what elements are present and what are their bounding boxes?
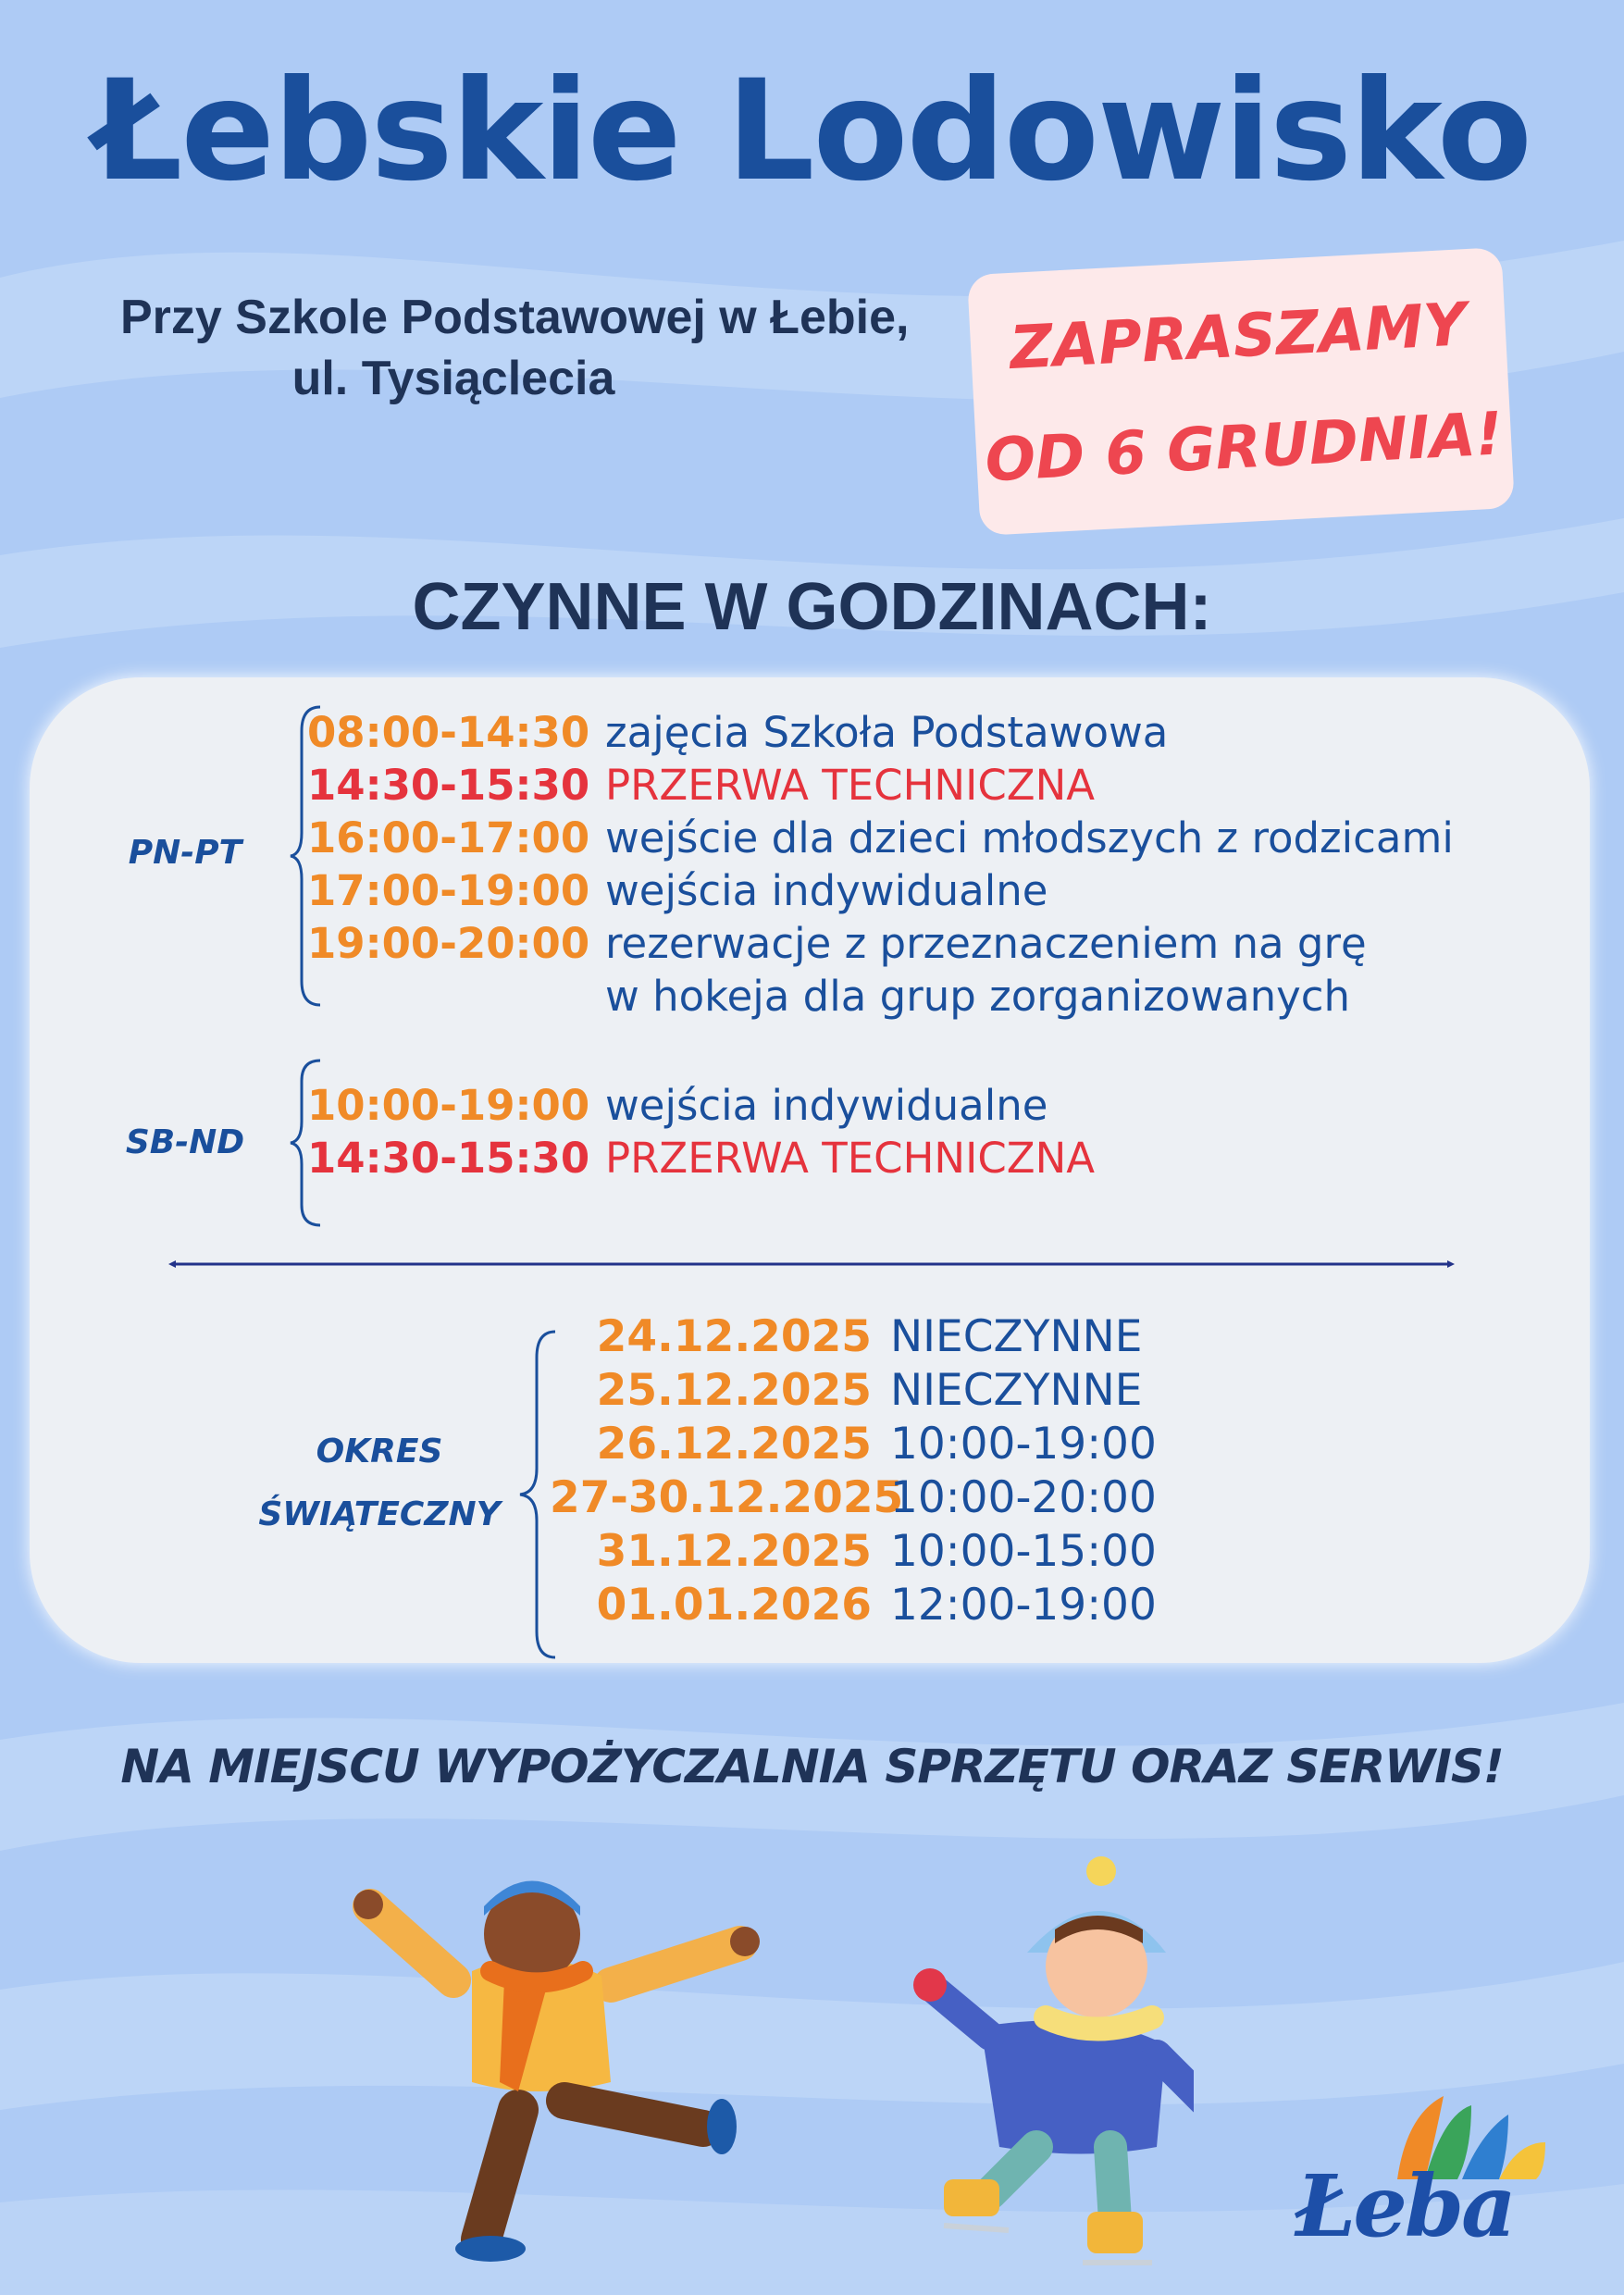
activity: zajęcia Szkoła Podstawowa	[605, 708, 1169, 757]
activity: rezerwacje z przeznaczeniem na grę	[605, 919, 1367, 968]
holiday-row	[550, 1525, 1157, 1579]
badge-line-2: OD 6 GRUDNIA!	[983, 400, 1505, 496]
schedule-row	[307, 812, 1454, 864]
activity-continued: w hokeja dla grup zorganizowanych	[605, 972, 1351, 1021]
holiday-row	[550, 1310, 1157, 1364]
leba-logo-text: Łeba	[1295, 2156, 1514, 2256]
weekend-label: SB-ND	[125, 1123, 245, 1161]
time-range: 14:30-15:30	[307, 761, 590, 810]
activity: PRZERWA TECHNICZNA	[605, 1134, 1096, 1183]
date: 24.12.2025	[596, 1311, 872, 1362]
schedule-row-continued	[307, 970, 1454, 1023]
rental-note: NA MIEJSCU WYPOŻYCZALNIA SPRZĘTU ORAZ SERWIS!	[120, 1740, 1504, 1793]
schedule-row	[307, 917, 1454, 970]
hours: 10:00-19:00	[890, 1419, 1157, 1470]
hours: 10:00-20:00	[890, 1472, 1157, 1523]
divider	[168, 1257, 1455, 1272]
address-line-1: Przy Szkole Podstawowej w Łebie,	[120, 291, 910, 344]
holiday-label-line-2: ŚWIĄTECZNY	[258, 1495, 501, 1533]
page-title: Łebskie Lodowisko	[93, 51, 1531, 212]
activity: PRZERWA TECHNICZNA	[605, 761, 1096, 810]
date: 25.12.2025	[596, 1365, 872, 1416]
date: 27-30.12.2025	[550, 1472, 904, 1523]
status: NIECZYNNE	[890, 1365, 1143, 1416]
holiday-label	[241, 1420, 518, 1546]
holiday-row	[550, 1579, 1157, 1632]
date: 01.01.2026	[596, 1580, 872, 1631]
date: 31.12.2025	[596, 1526, 872, 1577]
skater-boy-illustration	[888, 1851, 1194, 2276]
holiday-label-line-1: OKRES	[316, 1433, 443, 1470]
time-range: 16:00-17:00	[307, 813, 590, 862]
weekdays-label: PN-PT	[128, 834, 242, 872]
schedule-row	[307, 1079, 1095, 1132]
time-range: 10:00-19:00	[307, 1081, 590, 1130]
address-line-2: ul. Tysiąclecia	[291, 352, 615, 405]
time-range: 14:30-15:30	[307, 1134, 590, 1183]
holiday-row	[550, 1418, 1157, 1471]
address	[120, 287, 910, 409]
schedule-row	[307, 1132, 1095, 1185]
schedule-row	[307, 759, 1454, 812]
schedule-row	[307, 706, 1454, 759]
date: 26.12.2025	[596, 1419, 872, 1470]
schedule-row	[307, 864, 1454, 917]
time-range: 17:00-19:00	[307, 866, 590, 915]
weekdays-schedule	[307, 706, 1454, 1023]
holiday-row	[550, 1364, 1157, 1418]
activity: wejście dla dzieci młodszych z rodzicami	[605, 813, 1454, 862]
time-range: 08:00-14:30	[307, 708, 590, 757]
skater-girl-illustration	[352, 1851, 833, 2276]
badge-line-1: ZAPRASZAMY	[1008, 291, 1469, 383]
opening-date-badge	[967, 247, 1515, 536]
holiday-schedule	[550, 1310, 1157, 1632]
status: NIECZYNNE	[890, 1311, 1143, 1362]
hours-heading: CZYNNE W GODZINACH:	[412, 570, 1212, 644]
activity: wejścia indywidualne	[605, 1081, 1048, 1130]
hours: 12:00-19:00	[890, 1580, 1157, 1631]
holiday-row	[550, 1471, 1157, 1525]
hours: 10:00-15:00	[890, 1526, 1157, 1577]
activity: wejścia indywidualne	[605, 866, 1048, 915]
weekend-schedule	[307, 1079, 1095, 1185]
time-range: 19:00-20:00	[307, 919, 590, 968]
